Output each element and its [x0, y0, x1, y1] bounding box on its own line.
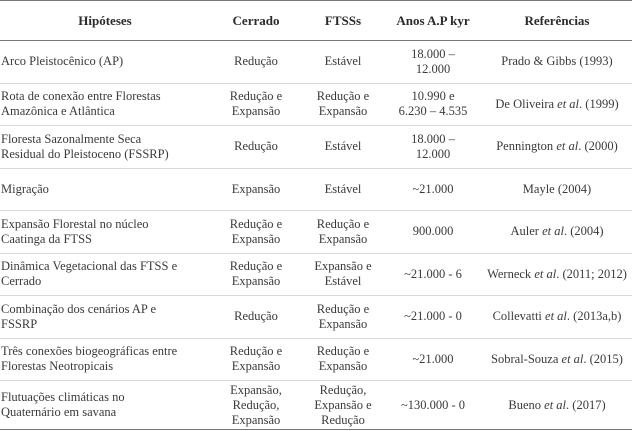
cell-hipotese: [0, 381, 210, 430]
table-row: [0, 41, 632, 84]
cell-cerrado-line: Expansão: [231, 274, 281, 289]
cell-hipotese-line: Expansão Florestal no núcleo: [1, 216, 149, 231]
cell-anos-line: ~21.000: [412, 351, 454, 366]
cell-hipotese-line: Rota de conexão entre Florestas: [1, 89, 161, 104]
cell-anos: [384, 168, 482, 211]
cell-ftss-line: Redução e: [316, 344, 370, 359]
cell-cerrado: [210, 168, 302, 211]
cell-hipotese: [0, 126, 210, 169]
cell-ftss-line: Redução,: [319, 382, 367, 397]
cell-cerrado-line: Expansão: [231, 231, 281, 246]
cell-hipotese: [0, 41, 210, 84]
cell-ftss-line: Redução e: [316, 301, 370, 316]
cell-ftss-line: Expansão: [318, 359, 368, 374]
cell-cerrado-line: Expansão: [231, 412, 281, 427]
cell-ftss-line: Estável: [324, 181, 362, 196]
cell-anos-line: 12.000: [415, 61, 451, 76]
cell-cerrado-line: Expansão: [231, 359, 281, 374]
header-row: [0, 1, 632, 41]
table-row: [0, 381, 632, 430]
table-row: [0, 83, 632, 126]
cell-cerrado: [210, 381, 302, 430]
cell-anos-line: ~21.000: [412, 181, 454, 196]
ref-et-al: et al: [556, 139, 579, 154]
cell-ftss-line: Redução e: [316, 216, 370, 231]
table-row: [0, 211, 632, 254]
table-row: [0, 296, 632, 339]
cell-hipotese-line: Quaternário em savana: [1, 405, 117, 419]
cell-referencia: [482, 211, 632, 254]
cell-hipotese-line: Três conexões biogeográficas entre: [1, 344, 178, 359]
cell-hipotese-line: Florestas Neotropicais: [1, 359, 114, 374]
cell-ftss-line: Expansão e: [314, 397, 372, 412]
cell-referencia: [482, 41, 632, 84]
cell-anos-line: 900.000: [412, 224, 454, 239]
table-header: [0, 1, 632, 41]
ref-author: Werneck: [487, 266, 535, 281]
ref-et-al: et al: [545, 309, 567, 324]
cell-hipotese-line: Residual do Pleistoceno (FSSRP): [1, 146, 169, 161]
cell-hipotese: [0, 168, 210, 211]
cell-ftss: [302, 211, 384, 254]
cell-anos-line: 18.000 –: [411, 46, 455, 61]
cell-hipotese-line: Arco Pleistocênico (AP): [1, 54, 124, 69]
cell-ftss-line: Expansão: [318, 231, 368, 246]
cell-referencia: [482, 168, 632, 211]
cell-ftss: [302, 126, 384, 169]
cell-cerrado-line: Redução e: [229, 216, 283, 231]
cell-cerrado: [210, 338, 302, 381]
cell-cerrado-line: Expansão: [231, 181, 281, 196]
cell-cerrado: [210, 296, 302, 339]
ref-author: Pennington: [496, 139, 557, 154]
cell-cerrado-line: Redução e: [229, 259, 283, 274]
cell-hipotese: [0, 83, 210, 126]
cell-hipotese: [0, 296, 210, 339]
ref-year: . (2000): [578, 139, 618, 154]
cell-anos-line: 12.000: [415, 146, 451, 161]
cell-referencia: [482, 253, 632, 296]
cell-cerrado: [210, 211, 302, 254]
ref-author: Sobral-Souza: [491, 351, 562, 366]
table-row: [0, 126, 632, 169]
cell-anos: [384, 126, 482, 169]
header-cerrado: Cerrado: [210, 1, 302, 41]
cell-cerrado-line: Redução: [234, 54, 278, 69]
cell-hipotese-line: Caatinga da FTSS: [1, 231, 92, 246]
ref-et-al: et al: [544, 397, 567, 412]
cell-cerrado: [210, 41, 302, 84]
cell-ftss: [302, 338, 384, 381]
cell-ftss-line: Expansão e: [314, 259, 372, 274]
cell-cerrado-line: Redução,: [232, 397, 280, 412]
cell-cerrado-line: Redução e: [229, 89, 283, 104]
cell-hipotese: [0, 211, 210, 254]
header-anos: Anos A.P kyr: [384, 1, 482, 41]
cell-cerrado: [210, 126, 302, 169]
cell-referencia: [482, 83, 632, 126]
cell-ftss-line: Estável: [324, 139, 362, 154]
cell-anos: [384, 41, 482, 84]
cell-anos: [384, 211, 482, 254]
cell-hipotese-line: Floresta Sazonalmente Seca: [1, 131, 142, 146]
cell-hipotese-line: Migração: [1, 181, 49, 196]
cell-anos: [384, 381, 482, 430]
header-referencias: Referências: [482, 1, 632, 41]
cell-anos-line: ~21.000 - 0: [404, 309, 462, 324]
table-row: [0, 168, 632, 211]
cell-anos: [384, 253, 482, 296]
cell-cerrado-line: Redução e: [229, 344, 283, 359]
ref-author: Prado & Gibbs (1993): [501, 54, 613, 69]
cell-ftss-line: Redução e: [316, 89, 370, 104]
ref-et-al: et al: [542, 224, 564, 239]
cell-referencia: [482, 338, 632, 381]
ref-author: Mayle (2004): [522, 181, 592, 196]
ref-year: . (1999): [579, 96, 619, 111]
ref-author: Auler: [510, 224, 543, 239]
ref-author: Bueno: [508, 397, 545, 412]
cell-anos-line: ~21.000 - 6: [404, 266, 462, 281]
cell-anos-line: 18.000 –: [411, 131, 455, 146]
ref-et-al: et al: [561, 351, 584, 366]
cell-anos: [384, 83, 482, 126]
cell-hipotese-line: Dinâmica Vegetacional das FTSS e: [1, 259, 178, 274]
ref-year: . (2015): [583, 351, 623, 366]
cell-cerrado-line: Expansão: [231, 104, 281, 119]
cell-cerrado-line: Redução: [234, 309, 278, 324]
cell-ftss-line: Estável: [324, 54, 362, 69]
cell-hipotese-line: Flutuações climáticas no: [1, 390, 125, 404]
header-ftss: FTSSs: [302, 1, 384, 41]
ref-et-al: et al: [534, 266, 557, 281]
ref-year: . (2013a,b): [566, 309, 622, 324]
cell-cerrado: [210, 83, 302, 126]
ref-author: De Oliveira: [495, 96, 558, 111]
cell-hipotese-line: Cerrado: [1, 274, 42, 289]
cell-ftss: [302, 296, 384, 339]
ref-author: Collevatti: [492, 309, 546, 324]
ref-year: . (2011; 2012): [556, 266, 627, 281]
cell-ftss: [302, 168, 384, 211]
ref-year: . (2004): [563, 224, 604, 239]
cell-hipotese: [0, 253, 210, 296]
header-hipoteses: Hipóteses: [0, 1, 210, 41]
cell-cerrado-line: Redução: [234, 139, 278, 154]
cell-referencia: [482, 126, 632, 169]
cell-hipotese: [0, 338, 210, 381]
cell-ftss: [302, 253, 384, 296]
table-row: [0, 338, 632, 381]
cell-ftss: [302, 381, 384, 430]
cell-anos-line: 10.990 e: [411, 89, 455, 104]
cell-anos: [384, 338, 482, 381]
cell-anos-line: 6.230 – 4.535: [398, 104, 468, 119]
cell-hipotese-line: Combinação dos cenários AP e: [1, 301, 157, 316]
table-body: [0, 41, 632, 430]
cell-hipotese-line: FSSRP: [1, 316, 38, 331]
cell-ftss-line: Expansão: [318, 104, 368, 119]
cell-ftss-line: Redução: [321, 412, 365, 427]
cell-ftss: [302, 41, 384, 84]
cell-ftss: [302, 83, 384, 126]
cell-anos-line: ~130.000 - 0: [400, 397, 466, 412]
cell-ftss-line: Expansão: [318, 316, 368, 331]
cell-hipotese-line: Amazônica e Atlântica: [1, 104, 115, 119]
ref-et-al: et al: [557, 96, 580, 111]
cell-referencia: [482, 296, 632, 339]
ref-year: . (2017): [566, 397, 606, 412]
cell-anos: [384, 296, 482, 339]
cell-ftss-line: Estável: [324, 274, 362, 289]
cell-cerrado-line: Expansão,: [230, 382, 282, 397]
cell-cerrado: [210, 253, 302, 296]
table-row: [0, 253, 632, 296]
cell-referencia: [482, 381, 632, 430]
